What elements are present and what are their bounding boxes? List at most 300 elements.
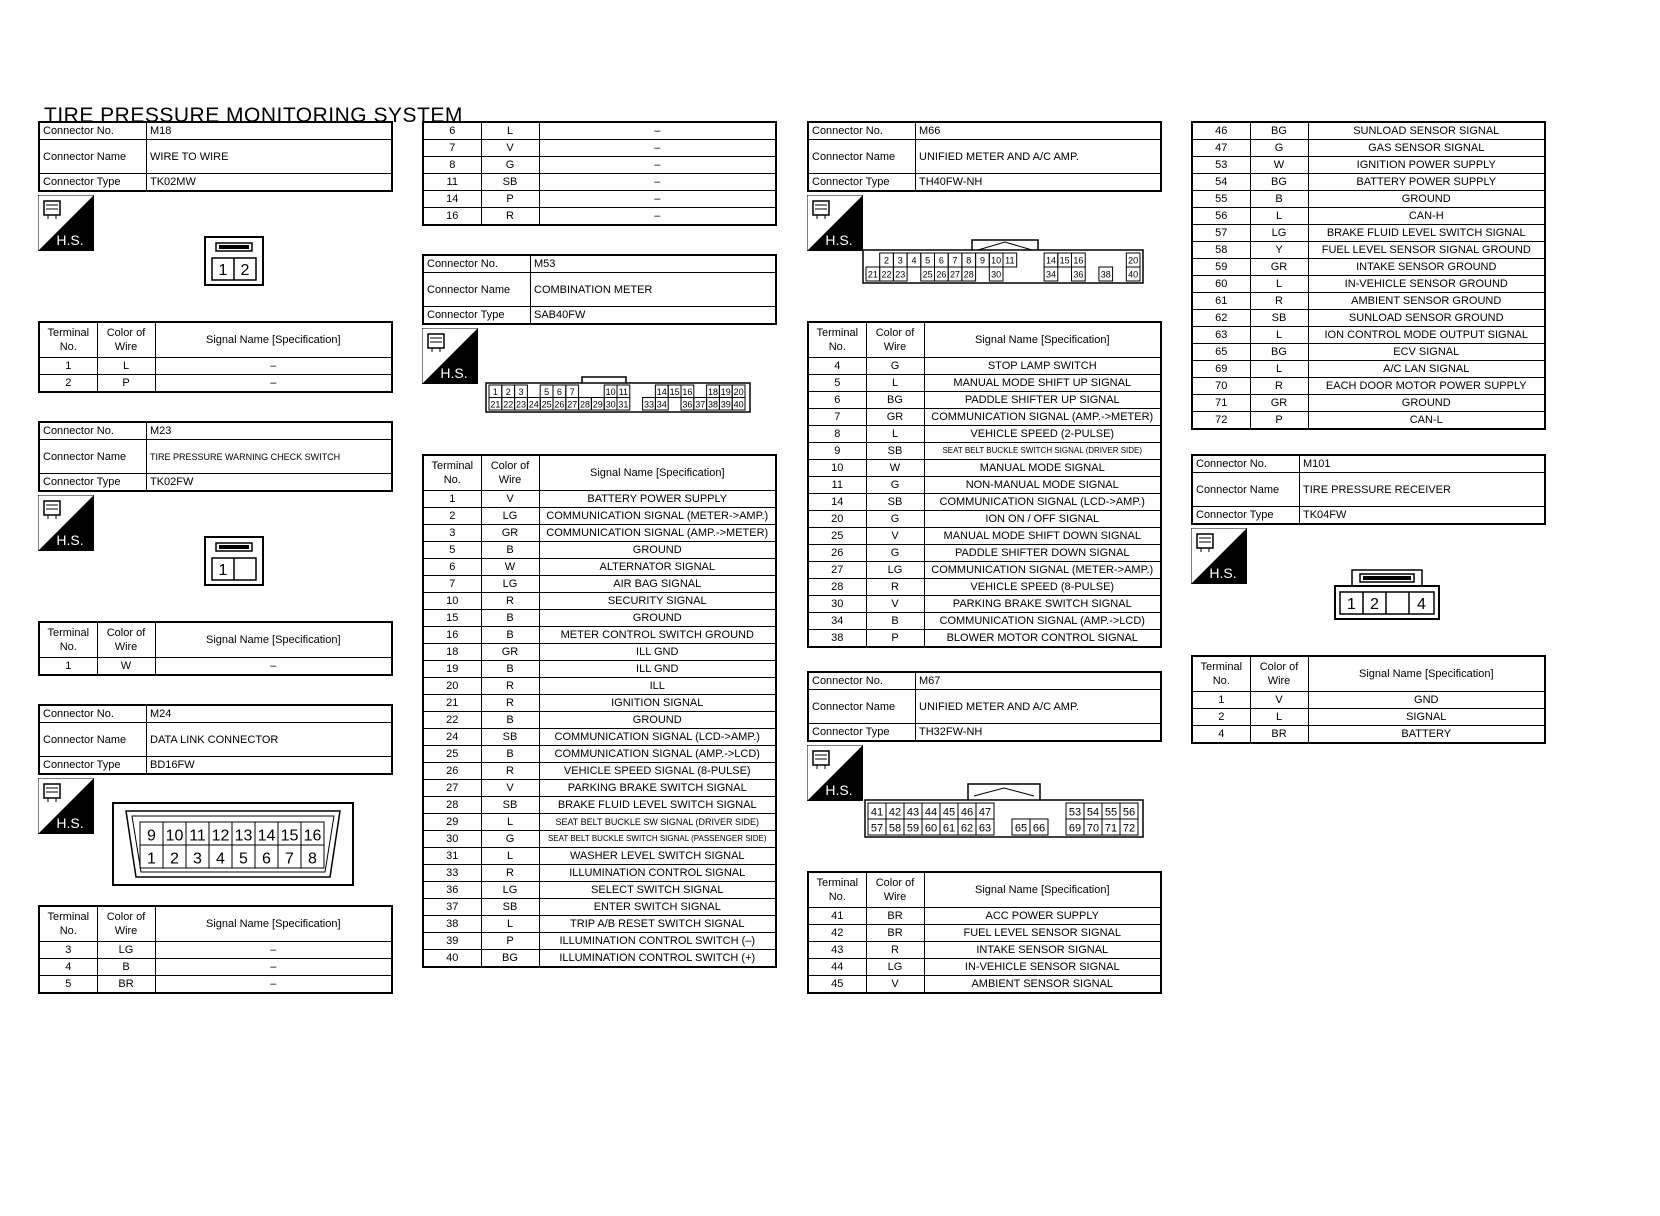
pin: 2 (1370, 596, 1379, 613)
signal-name: ECV SIGNAL (1308, 344, 1545, 361)
pin: 16 (303, 827, 322, 845)
pin: 8 (308, 850, 317, 868)
table-row (1192, 327, 1545, 344)
pin: 58 (888, 822, 902, 835)
table-row (423, 525, 776, 542)
table-row (423, 508, 776, 525)
header-signal-name: Signal Name [Specification] (924, 872, 1161, 908)
pin: 40 (733, 399, 744, 410)
table-row (808, 596, 1161, 613)
terminal-no: 24 (423, 729, 481, 746)
connector-no: M53 (531, 255, 777, 273)
signal-name: SUNLOAD SENSOR GROUND (1308, 310, 1545, 327)
pin: 1 (147, 850, 156, 868)
table-row (423, 848, 776, 865)
signal-name: BLOWER MOTOR CONTROL SIGNAL (924, 630, 1161, 648)
wire-color: G (866, 545, 924, 562)
terminal-no: 11 (808, 477, 866, 494)
pin: 11 (618, 386, 629, 397)
table-row (423, 695, 776, 712)
wire-color: P (481, 191, 539, 208)
table-row (1192, 310, 1545, 327)
terminal-no: 6 (423, 122, 481, 140)
table-row (1192, 344, 1545, 361)
pin: 40 (1128, 269, 1139, 280)
pin: 28 (579, 399, 591, 410)
wire-color: L (481, 814, 539, 831)
pin: 1 (218, 262, 228, 279)
table-row (1192, 191, 1545, 208)
pin: 46 (960, 806, 974, 819)
header-signal-name: Signal Name [Specification] (1308, 656, 1545, 692)
wire-color: P (866, 630, 924, 648)
pin: 36 (1073, 269, 1084, 280)
pin: 3 (193, 850, 202, 868)
wire-color: R (1250, 378, 1308, 395)
signal-name: COMMUNICATION SIGNAL (LCD->AMP.) (924, 494, 1161, 511)
table-row (808, 358, 1161, 375)
pin: 18 (707, 386, 719, 397)
header-color-of-wire: Color of Wire (866, 322, 924, 358)
pin: 15 (669, 386, 680, 397)
signal-name: PADDLE SHIFTER DOWN SIGNAL (924, 545, 1161, 562)
signal-name: – (155, 658, 392, 676)
terminal-no: 26 (423, 763, 481, 780)
wire-color: B (97, 959, 155, 976)
pin: 34 (1045, 269, 1056, 280)
m67-continued-table (1191, 121, 1546, 430)
header-color-of-wire: Color of Wire (481, 455, 539, 491)
signal-name: SECURITY SIGNAL (539, 593, 776, 610)
terminal-no: 28 (423, 797, 481, 814)
pin: 25 (541, 399, 552, 410)
pin: 2 (884, 255, 890, 266)
table-row (423, 831, 776, 848)
signal-name: FUEL LEVEL SENSOR SIGNAL (924, 925, 1161, 942)
signal-name: – (539, 157, 776, 174)
terminal-no: 2 (1192, 709, 1250, 726)
label-connector-name: Connector Name (423, 273, 531, 307)
table-row (808, 409, 1161, 426)
m53-terminal-table (422, 454, 777, 968)
terminal-no: 69 (1192, 361, 1250, 378)
signal-name: COMMUNICATION SIGNAL (METER->AMP.) (539, 508, 776, 525)
terminal-no: 14 (423, 191, 481, 208)
terminal-no: 11 (423, 174, 481, 191)
label-connector-type: Connector Type (39, 474, 147, 492)
terminal-no: 9 (808, 443, 866, 460)
pin: 71 (1104, 822, 1118, 835)
label-connector-no: Connector No. (808, 122, 916, 140)
pin: 37 (695, 399, 706, 410)
terminal-no: 4 (1192, 726, 1250, 744)
connector-type: SAB40FW (531, 307, 777, 325)
header-terminal-no: Terminal No. (808, 322, 866, 358)
pin: 2 (505, 386, 511, 397)
signal-name: – (539, 208, 776, 226)
signal-name: ILLUMINATION CONTROL SWITCH (–) (539, 933, 776, 950)
hs-badge-icon (807, 195, 863, 251)
m53-connector-info (422, 254, 777, 325)
wire-color: G (866, 358, 924, 375)
signal-name: GROUND (539, 610, 776, 627)
wire-color: V (481, 491, 539, 508)
pin: 34 (656, 399, 667, 410)
wire-color: SB (1250, 310, 1308, 327)
table-row (423, 780, 776, 797)
terminal-no: 1 (1192, 692, 1250, 709)
table-row (39, 942, 392, 959)
header-signal-name: Signal Name [Specification] (155, 322, 392, 358)
hs-label: H.S. (56, 815, 84, 831)
signal-name: ACC POWER SUPPLY (924, 908, 1161, 925)
pin: 54 (1086, 806, 1100, 819)
wire-color: LG (1250, 225, 1308, 242)
signal-name: ION CONTROL MODE OUTPUT SIGNAL (1308, 327, 1545, 344)
terminal-no: 55 (1192, 191, 1250, 208)
pin: 42 (888, 806, 902, 819)
terminal-no: 7 (808, 409, 866, 426)
signal-name: MANUAL MODE SHIFT DOWN SIGNAL (924, 528, 1161, 545)
pin: 16 (682, 386, 693, 397)
wire-color: W (866, 460, 924, 477)
label-connector-no: Connector No. (39, 422, 147, 440)
label-connector-type: Connector Type (1192, 507, 1300, 525)
wire-color: V (866, 596, 924, 613)
header-color-of-wire: Color of Wire (1250, 656, 1308, 692)
terminal-no: 45 (808, 976, 866, 994)
table-row (808, 528, 1161, 545)
header-terminal-no: Terminal No. (39, 906, 97, 942)
connector-no: M101 (1300, 455, 1546, 473)
wire-color: B (1250, 191, 1308, 208)
terminal-no: 57 (1192, 225, 1250, 242)
signal-name: IN-VEHICLE SENSOR SIGNAL (924, 959, 1161, 976)
wire-color: W (481, 559, 539, 576)
terminal-no: 3 (39, 942, 97, 959)
m53-connector-diagram (485, 375, 751, 413)
table-row (423, 157, 776, 174)
table-row (808, 959, 1161, 976)
signal-name: SEAT BELT BUCKLE SWITCH SIGNAL (DRIVER SIDE) (924, 443, 1161, 460)
wire-color: R (481, 695, 539, 712)
label-connector-name: Connector Name (39, 440, 147, 474)
table-row (808, 443, 1161, 460)
terminal-no: 33 (423, 865, 481, 882)
terminal-no: 2 (423, 508, 481, 525)
terminal-no: 36 (423, 882, 481, 899)
m66-terminal-table (807, 321, 1162, 648)
signal-name: GND (1308, 692, 1545, 709)
signal-name: COMMUNICATION SIGNAL (AMP.->LCD) (924, 613, 1161, 630)
table-row (423, 746, 776, 763)
signal-name: NON-MANUAL MODE SIGNAL (924, 477, 1161, 494)
header-signal-name: Signal Name [Specification] (924, 322, 1161, 358)
wire-color: SB (481, 899, 539, 916)
terminal-no: 25 (423, 746, 481, 763)
terminal-no: 19 (423, 661, 481, 678)
terminal-no: 42 (808, 925, 866, 942)
terminal-no: 8 (423, 157, 481, 174)
wire-color: R (481, 865, 539, 882)
terminal-no: 71 (1192, 395, 1250, 412)
signal-name: MANUAL MODE SHIFT UP SIGNAL (924, 375, 1161, 392)
pin: 23 (895, 269, 906, 280)
table-row (423, 593, 776, 610)
terminal-no: 16 (423, 627, 481, 644)
pin: 47 (978, 806, 992, 819)
table-row (423, 191, 776, 208)
terminal-no: 18 (423, 644, 481, 661)
terminal-no: 72 (1192, 412, 1250, 430)
table-row (39, 375, 392, 393)
signal-name: CAN-H (1308, 208, 1545, 225)
pin: 23 (515, 399, 527, 410)
pin: 21 (490, 399, 501, 410)
connector-type: TK02MW (147, 174, 393, 192)
signal-name: PARKING BRAKE SWITCH SIGNAL (539, 780, 776, 797)
label-connector-type: Connector Type (808, 724, 916, 742)
signal-name: SUNLOAD SENSOR SIGNAL (1308, 122, 1545, 140)
terminal-no: 43 (808, 942, 866, 959)
wire-color: G (866, 477, 924, 494)
signal-name: ILL GND (539, 644, 776, 661)
table-row (423, 712, 776, 729)
m67-connector-info (807, 671, 1162, 742)
pin: 20 (1128, 255, 1139, 266)
terminal-no: 37 (423, 899, 481, 916)
table-row (1192, 174, 1545, 191)
signal-name: BATTERY POWER SUPPLY (539, 491, 776, 508)
terminal-no: 44 (808, 959, 866, 976)
signal-name: BATTERY (1308, 726, 1545, 744)
wire-color: BR (866, 908, 924, 925)
table-row (808, 460, 1161, 477)
signal-name: AMBIENT SENSOR SIGNAL (924, 976, 1161, 994)
wire-color: BG (481, 950, 539, 968)
label-connector-name: Connector Name (39, 723, 147, 757)
table-row (1192, 140, 1545, 157)
pin: 15 (1059, 255, 1070, 266)
wire-color: V (866, 976, 924, 994)
table-row (39, 976, 392, 994)
terminal-no: 8 (808, 426, 866, 443)
pin: 30 (605, 399, 616, 410)
page-title: TIRE PRESSURE MONITORING SYSTEM (44, 104, 463, 127)
terminal-no: 16 (423, 208, 481, 226)
wire-color: L (1250, 709, 1308, 726)
terminal-no: 61 (1192, 293, 1250, 310)
terminal-no: 4 (39, 959, 97, 976)
signal-name: GROUND (1308, 395, 1545, 412)
label-connector-no: Connector No. (39, 705, 147, 723)
pin: 5 (544, 386, 550, 397)
pin: 7 (952, 255, 958, 266)
table-row (423, 122, 776, 140)
header-signal-name: Signal Name [Specification] (155, 906, 392, 942)
wire-color: LG (866, 959, 924, 976)
label-connector-type: Connector Type (808, 174, 916, 192)
table-row (808, 942, 1161, 959)
table-row (1192, 276, 1545, 293)
pin: 38 (1100, 269, 1111, 280)
table-row (423, 627, 776, 644)
signal-name: COMMUNICATION SIGNAL (AMP.->LCD) (539, 746, 776, 763)
pin: 7 (569, 386, 575, 397)
table-row (808, 392, 1161, 409)
terminal-no: 30 (808, 596, 866, 613)
label-connector-name: Connector Name (1192, 473, 1300, 507)
wire-color: B (481, 627, 539, 644)
table-row (808, 925, 1161, 942)
table-row (1192, 157, 1545, 174)
table-row (423, 678, 776, 695)
signal-name: ILLUMINATION CONTROL SIGNAL (539, 865, 776, 882)
wire-color: L (97, 358, 155, 375)
pin: 14 (1045, 255, 1056, 266)
header-signal-name: Signal Name [Specification] (155, 622, 392, 658)
m24-connector-info (38, 704, 393, 775)
terminal-no: 31 (423, 848, 481, 865)
wire-color: SB (866, 494, 924, 511)
signal-name: SEAT BELT BUCKLE SW SIGNAL (DRIVER SIDE) (539, 814, 776, 831)
signal-name: – (539, 122, 776, 140)
connector-name: TIRE PRESSURE WARNING CHECK SWITCH (147, 440, 393, 474)
table-row (808, 562, 1161, 579)
signal-name: AIR BAG SIGNAL (539, 576, 776, 593)
connector-type: TH40FW-NH (916, 174, 1162, 192)
hs-label: H.S. (56, 232, 84, 248)
terminal-no: 70 (1192, 378, 1250, 395)
wire-color: L (1250, 276, 1308, 293)
table-row (808, 630, 1161, 648)
table-row (808, 426, 1161, 443)
pin: 7 (285, 850, 294, 868)
terminal-no: 29 (423, 814, 481, 831)
pin: 14 (257, 827, 276, 845)
table-row (423, 814, 776, 831)
wire-color: G (481, 831, 539, 848)
connector-name: DATA LINK CONNECTOR (147, 723, 393, 757)
header-color-of-wire: Color of Wire (97, 322, 155, 358)
pin: 65 (1014, 822, 1028, 835)
wire-color: BG (1250, 344, 1308, 361)
m18-terminal-table (38, 321, 393, 393)
wire-color: G (481, 157, 539, 174)
pin: 6 (556, 386, 562, 397)
terminal-no: 60 (1192, 276, 1250, 293)
header-terminal-no: Terminal No. (1192, 656, 1250, 692)
signal-name: – (155, 976, 392, 994)
connector-no: M23 (147, 422, 393, 440)
signal-name: – (539, 174, 776, 191)
signal-name: BRAKE FLUID LEVEL SWITCH SIGNAL (539, 797, 776, 814)
hs-badge-icon (38, 495, 94, 551)
table-row (423, 644, 776, 661)
signal-name: A/C LAN SIGNAL (1308, 361, 1545, 378)
signal-name: IGNITION POWER SUPPLY (1308, 157, 1545, 174)
label-connector-type: Connector Type (39, 757, 147, 775)
terminal-no: 40 (423, 950, 481, 968)
pin: 27 (567, 399, 578, 410)
terminal-no: 3 (423, 525, 481, 542)
wire-color: R (481, 593, 539, 610)
terminal-no: 41 (808, 908, 866, 925)
signal-name: VEHICLE SPEED SIGNAL (8-PULSE) (539, 763, 776, 780)
pin: 1 (218, 562, 228, 579)
hs-label: H.S. (56, 532, 84, 548)
terminal-no: 6 (423, 559, 481, 576)
pin: 11 (1005, 255, 1015, 266)
connector-name: TIRE PRESSURE RECEIVER (1300, 473, 1546, 507)
table-row (1192, 378, 1545, 395)
terminal-no: 63 (1192, 327, 1250, 344)
pin: 21 (867, 269, 878, 280)
connector-name: WIRE TO WIRE (147, 140, 393, 174)
table-row (808, 375, 1161, 392)
terminal-no: 7 (423, 140, 481, 157)
pin: 44 (924, 806, 938, 819)
connector-type: TK04FW (1300, 507, 1546, 525)
table-row (808, 579, 1161, 596)
signal-name: COMMUNICATION SIGNAL (AMP.->METER) (924, 409, 1161, 426)
pin: 38 (707, 399, 719, 410)
pin: 26 (936, 269, 947, 280)
table-row (423, 559, 776, 576)
terminal-no: 2 (39, 375, 97, 393)
terminal-no: 26 (808, 545, 866, 562)
wire-color: GR (1250, 395, 1308, 412)
wire-color: GR (866, 409, 924, 426)
signal-name: INTAKE SENSOR GROUND (1308, 259, 1545, 276)
terminal-no: 6 (808, 392, 866, 409)
pin: 27 (950, 269, 961, 280)
connector-name: COMBINATION METER (531, 273, 777, 307)
wire-color: P (97, 375, 155, 393)
hs-badge-icon (1191, 528, 1247, 584)
wire-color: V (1250, 692, 1308, 709)
pin: 72 (1122, 822, 1136, 835)
connector-type: TK02FW (147, 474, 393, 492)
pin: 59 (906, 822, 920, 835)
connector-no: M66 (916, 122, 1162, 140)
connector-name: UNIFIED METER AND A/C AMP. (916, 140, 1162, 174)
pin: 60 (924, 822, 938, 835)
signal-name: – (155, 375, 392, 393)
m24-connector-diagram (112, 802, 354, 886)
table-row (423, 140, 776, 157)
table-row (808, 976, 1161, 994)
signal-name: GAS SENSOR SIGNAL (1308, 140, 1545, 157)
signal-name: BATTERY POWER SUPPLY (1308, 174, 1545, 191)
table-row (423, 576, 776, 593)
terminal-no: 4 (808, 358, 866, 375)
pin: 8 (966, 255, 972, 266)
terminal-no: 7 (423, 576, 481, 593)
signal-name: INTAKE SENSOR SIGNAL (924, 942, 1161, 959)
m23-terminal-table (38, 621, 393, 676)
pin: 26 (554, 399, 565, 410)
m66-connector-info (807, 121, 1162, 192)
table-row (423, 610, 776, 627)
signal-name: – (155, 358, 392, 375)
table-row (423, 661, 776, 678)
hs-label: H.S. (825, 782, 853, 798)
label-connector-name: Connector Name (39, 140, 147, 174)
pin: 22 (503, 399, 514, 410)
terminal-no: 1 (39, 358, 97, 375)
pin: 20 (733, 386, 744, 397)
